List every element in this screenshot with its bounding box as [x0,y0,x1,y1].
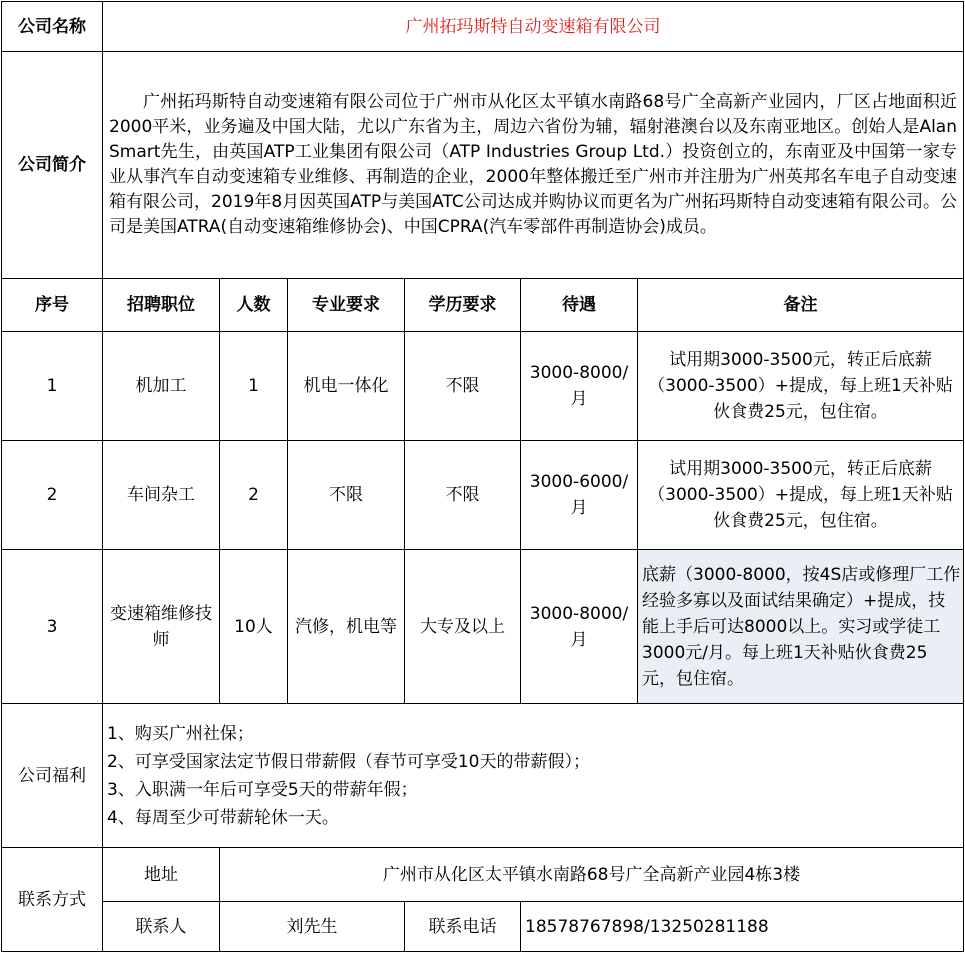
row-education: 不限 [405,332,521,441]
table-row [2,550,964,704]
header-count: 人数 [220,279,288,332]
row-count: 2 [220,441,288,550]
row-education: 不限 [405,441,521,550]
header-major: 专业要求 [288,279,405,332]
welfare-item: 3、入职满一年后可享受5天的带薪年假； [107,779,418,800]
row-major: 汽修，机电等 [288,550,405,704]
row-salary: 3000-8000/月 [521,332,638,441]
row-salary: 3000-6000/月 [521,441,638,550]
welfare-item: 1、购买广州社保； [107,723,254,744]
table-row [2,332,964,441]
row-salary: 3000-8000/月 [521,550,638,704]
row-major: 机电一体化 [288,332,405,441]
welfare-list [103,704,964,848]
company-intro-label: 公司简介 [2,52,103,279]
welfare-item: 2、可享受国家法定节假日带薪假（春节可享受10天的带薪假）； [107,751,590,772]
company-intro-cell [103,52,964,279]
welfare-row [2,704,964,848]
row-no: 3 [2,550,103,704]
row-position: 车间杂工 [103,441,220,550]
address-label: 地址 [103,848,220,902]
row-major: 不限 [288,441,405,550]
contact-label: 联系方式 [2,848,103,952]
row-note: 试用期3000-3500元，转正后底薪（3000-3500）+提成，每上班1天补贴伙食费25元，包住宿。 [638,332,964,441]
header-position: 招聘职位 [103,279,220,332]
company-name-label: 公司名称 [2,2,103,52]
contact-person-row [2,902,964,952]
company-intro-row [2,52,964,279]
row-position: 机加工 [103,332,220,441]
header-education: 学历要求 [405,279,521,332]
company-name-value: 广州拓玛斯特自动变速箱有限公司 [103,2,964,52]
header-note: 备注 [638,279,964,332]
row-count: 1 [220,332,288,441]
welfare-item: 4、每周至少可带薪轮休一天。 [107,807,339,828]
table-row [2,441,964,550]
address-value: 广州市从化区太平镇水南路68号广全高新产业园4栋3楼 [220,848,964,902]
phone-value: 18578767898/13250281188 [521,902,964,952]
row-count: 10人 [220,550,288,704]
row-position: 变速箱维修技师 [103,550,220,704]
contact-address-row [2,848,964,902]
row-note: 底薪（3000-8000，按4S店或修理厂工作经验多寡以及面试结果确定）+提成，技能上手后可达8000以上。实习或学徒工3000元/月。每上班1天补贴伙食费25元，包住宿。 [638,550,964,704]
contact-person-value: 刘先生 [220,902,405,952]
row-no: 2 [2,441,103,550]
header-no: 序号 [2,279,103,332]
contact-person-label: 联系人 [103,902,220,952]
header-salary: 待遇 [521,279,638,332]
row-no: 1 [2,332,103,441]
row-education: 大专及以上 [405,550,521,704]
welfare-label: 公司福利 [2,704,103,848]
recruitment-sheet [1,1,964,952]
table-header-row [2,279,964,332]
company-intro-text: 广州拓玛斯特自动变速箱有限公司位于广州市从化区太平镇水南路68号广全高新产业园内，厂区占地面积近2000平米，业务遍及中国大陆，尤以广东省为主，周边六省份为辅，辐射港澳台以及东南亚地区。创始人是Alan Smart先生，由英国ATP工业集团有限公司（ATP Industries Group Ltd.）投资创立的，东南亚及中国第一家专业从事汽车自动变速箱专业维修、再制造的企业，2000年整体搬迁至广州市并注册为广州英邦名车电子自动变速箱有限公司，2019年8月因英国ATP与美国ATC公司达成并购协议而更名为广州拓玛斯特自动变速箱有限公司。公司是美国ATRA(自动变速箱维修协会)、中国CPRA(汽车零部件再制造协会)成员。 [109,92,957,237]
company-name-row [2,2,964,52]
row-note: 试用期3000-3500元，转正后底薪（3000-3500）+提成，每上班1天补贴伙食费25元，包住宿。 [638,441,964,550]
phone-label: 联系电话 [405,902,521,952]
